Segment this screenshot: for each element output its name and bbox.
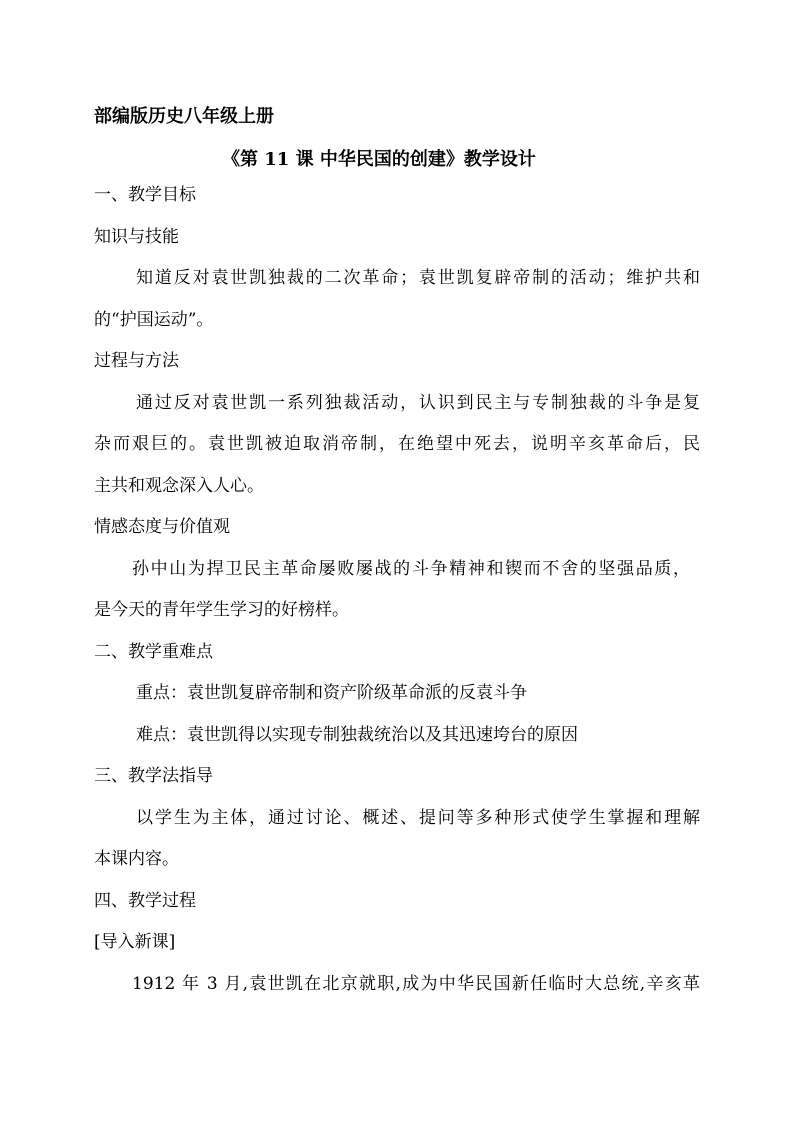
subheading-process-methods: 过程与方法 xyxy=(94,351,179,371)
paragraph-method-line: 本课内容。 xyxy=(94,849,179,869)
difficult-point-text: 难点：袁世凯得以实现专制独裁统治以及其迅速垮台的原因 xyxy=(136,725,578,745)
subheading-introduction: [导入新课] xyxy=(94,932,176,952)
paragraph-method-line: 以学生为主体，通过讨论、概述、提问等多种形式使学生掌握和理解 xyxy=(136,808,700,828)
paragraph-process-line: 主共和观念深入人心。 xyxy=(94,476,264,496)
section-heading-teaching-process: 四、教学过程 xyxy=(94,891,196,911)
paragraph-knowledge-line: 的“护国运动”。 xyxy=(94,310,214,330)
subheading-knowledge-skills: 知识与技能 xyxy=(94,227,179,247)
paragraph-process-line: 杂而艰巨的。袁世凯被迫取消帝制，在绝望中死去，说明辛亥革命后，民 xyxy=(94,434,700,454)
paragraph-emotion-line: 是今天的青年学生学习的好榜样。 xyxy=(94,600,349,620)
section-heading-teaching-method: 三、教学法指导 xyxy=(94,766,213,786)
paragraph-emotion-line: 孙中山为捍卫民主革命屡败屡战的斗争精神和锲而不舍的坚强品质， xyxy=(132,559,690,579)
key-point-text: 重点：袁世凯复辟帝制和资产阶级革命派的反袁斗争 xyxy=(136,683,527,703)
section-heading-key-difficult-points: 二、教学重难点 xyxy=(94,642,213,662)
paragraph-knowledge-line: 知道反对袁世凯独裁的二次革命；袁世凯复辟帝制的活动；维护共和 xyxy=(136,268,700,288)
paragraph-introduction-line: 1912 年 3 月,袁世凯在北京就职,成为中华民国新任临时大总统,辛亥革 xyxy=(132,974,700,994)
document-header-title: 部编版历史八年级上册 xyxy=(94,106,274,127)
paragraph-process-line: 通过反对袁世凯一系列独裁活动，认识到民主与专制独裁的斗争是复 xyxy=(136,393,700,413)
subheading-emotion-values: 情感态度与价值观 xyxy=(94,517,230,537)
section-heading-teaching-objectives: 一、教学目标 xyxy=(94,185,196,205)
lesson-title: 《第 11 课 中华民国的创建》教学设计 xyxy=(222,149,536,170)
